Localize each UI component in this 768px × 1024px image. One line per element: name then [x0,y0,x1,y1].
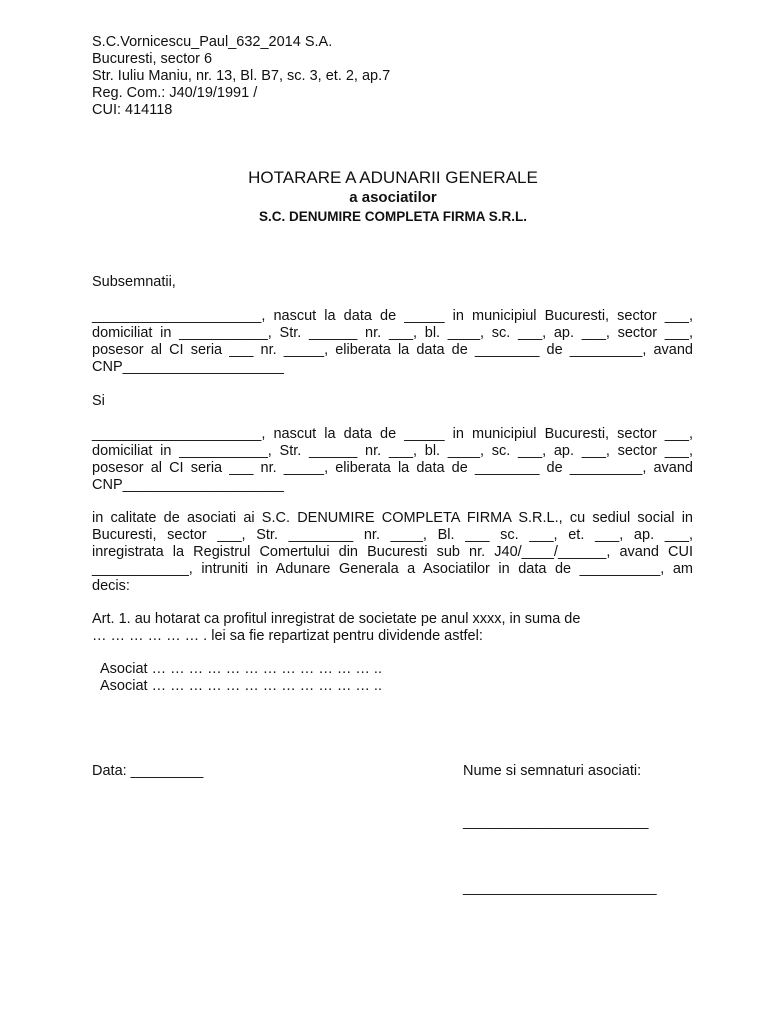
calitate-line4: ____________, intruniti in Adunare Generala a Asociatilor in data de __________, am [92,561,693,577]
person2-line3: posesor al CI seria ___ nr. _____, eliberata la data de ________ de _________, avand [92,460,693,476]
calitate-line2: Bucuresti, sector ___, Str. ________ nr. ____, Bl. ___ sc. ___, et. ___, ap. ___, [92,527,693,543]
art1-line2: … … … … … … . lei sa fie repartizat pentru dividende astfel: [92,628,483,644]
document-title [0,167,768,226]
asociat-line-1: Asociat … … … … … … … … … … … … .. [100,661,382,677]
title-main: HOTARARE A ADUNARII GENERALE [248,168,538,187]
calitate-line5: decis: [92,578,130,594]
person2-paragraph [92,426,693,494]
signature-line-1: _______________________ [463,814,649,830]
calitate-line1: in calitate de asociati ai S.C. DENUMIRE COMPLETA FIRMA S.R.L., cu sediul social in [92,510,693,526]
company-header [92,34,390,119]
person2-line4: CNP____________________ [92,477,284,493]
signatures-label: Nume si semnaturi asociati: [463,763,642,779]
asociat-line-2: Asociat … … … … … … … … … … … … .. [100,678,382,694]
company-city: Bucuresti, sector 6 [92,51,213,67]
company-name: S.C.Vornicescu_Paul_632_2014 S.A. [92,34,333,50]
subsemnatii-label: Subsemnatii, [92,274,176,290]
title-company: S.C. DENUMIRE COMPLETA FIRMA S.R.L. [259,209,527,224]
person2-line2: domiciliat in ___________, Str. ______ nr. ___, bl. ____, sc. ___, ap. ___, sector ___, [92,443,693,459]
person1-paragraph [92,308,693,376]
calitate-paragraph [92,510,693,595]
date-field: Data: _________ [92,763,204,779]
company-cui: CUI: 414118 [92,102,173,118]
signature-line-2: ________________________ [463,880,657,896]
person2-line1: _____________________, nascut la data de _____ in municipiul Bucuresti, sector ___, [92,426,693,442]
company-reg-com: Reg. Com.: J40/19/1991 / [92,85,258,101]
calitate-line3: inregistrata la Registrul Comertului din Bucuresti sub nr. J40/____/______, avand CUI [92,544,693,560]
person1-line1: _____________________, nascut la data de _____ in municipiul Bucuresti, sector ___, [92,308,693,324]
person1-line2: domiciliat in ___________, Str. ______ nr. ___, bl. ____, sc. ___, ap. ___, sector ___, [92,325,693,341]
person1-line4: CNP____________________ [92,359,284,375]
title-sub: a asociatilor [349,189,437,206]
art1-line1: Art. 1. au hotarat ca profitul inregistrat de societate pe anul xxxx, in suma de [92,611,581,627]
company-address: Str. Iuliu Maniu, nr. 13, Bl. B7, sc. 3, et. 2, ap.7 [92,68,391,84]
si-label: Si [92,393,105,409]
person1-line3: posesor al CI seria ___ nr. _____, eliberata la data de ________ de _________, avand [92,342,693,358]
